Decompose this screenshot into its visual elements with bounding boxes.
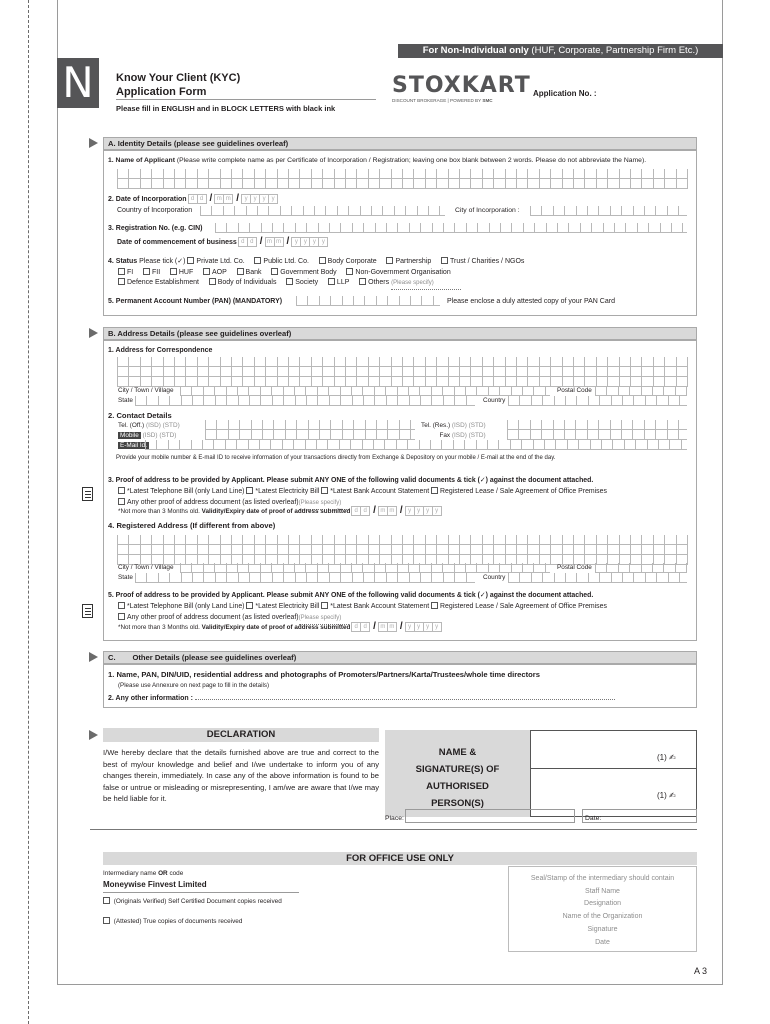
state-label: State	[118, 397, 133, 404]
commencement-date: Date of commencement of business d d / m m / y y y y	[117, 236, 328, 247]
city-field[interactable]	[180, 386, 550, 396]
proof-checkbox[interactable]	[118, 498, 125, 505]
declaration-arrow-icon	[89, 730, 98, 740]
instruction-text: Please fill in ENGLISH and in BLOCK LETTERS with black ink	[116, 104, 336, 113]
section-a-arrow-icon	[89, 138, 98, 148]
originals-verified: (Originals Verified) Self Certified Document copies received	[103, 897, 282, 905]
registered-address-row-2[interactable]	[117, 545, 687, 555]
tel-office-field[interactable]	[205, 420, 415, 430]
intermediary-rule	[103, 892, 299, 893]
declaration-rule	[90, 829, 697, 830]
status-checkbox[interactable]	[143, 268, 150, 275]
validity-day-boxes[interactable]: d d	[352, 622, 370, 632]
application-no-label: Application No. :	[533, 89, 597, 98]
validity-day-boxes[interactable]: d d	[352, 506, 370, 516]
pen-sign-icon: ✍	[669, 753, 676, 762]
proof-checkbox[interactable]	[246, 602, 253, 609]
proof-checkbox[interactable]	[118, 613, 125, 620]
declaration-heading: DECLARATION	[103, 728, 379, 742]
pan-field[interactable]	[296, 296, 440, 306]
attested-copies: (Attested) True copies of documents received	[103, 917, 242, 925]
proof-of-address-2: 5. Proof of address to be provided by Applicant. Please submit ANY ONE of the following valid documents & tick (✓) against the document attached. *Latest Telephone Bill (only Land Line) *Latest Electricity Bill *Latest Bank Account Statement Registered Lease / Sale Agreement of Office Premises Any other proof of address document (as listed overleaf)(Please specify)	[108, 590, 607, 625]
commence-day-boxes[interactable]: d d	[239, 237, 257, 247]
status-checkbox[interactable]	[271, 268, 278, 275]
postal-code-label: Postal Code	[557, 387, 592, 394]
validity-month-boxes[interactable]: m m	[379, 622, 397, 632]
brand-logo: STOXKART DISCOUNT BROKERAGE | POWERED BY SMC	[392, 73, 531, 103]
place-field[interactable]	[405, 809, 575, 823]
seal-stamp-box[interactable]: Seal/Stamp of the intermediary should contain Staff Name Designation Name of the Organization Signature Date	[508, 866, 697, 952]
status-checkbox[interactable]	[346, 268, 353, 275]
validity-row-2: *Not more than 3 Months old. Validity/Expiry date of proof of address submitted d d / m m / y y y y	[118, 621, 442, 632]
country-of-incorporation-field[interactable]	[200, 206, 445, 216]
other-proof-specify[interactable]: (Please specify)	[299, 498, 349, 510]
registration-no-label: 3. Registration No. (e.g. CIN)	[108, 225, 203, 232]
signature-box[interactable]	[530, 730, 697, 817]
proof-checkbox[interactable]	[118, 602, 125, 609]
date-label: Date:	[585, 815, 602, 822]
intermediary-label: Intermediary name OR code	[103, 870, 184, 877]
validity-row-1: *Not more than 3 Months old. Validity/Expiry date of proof of address submitted d d / m m / y y y y	[118, 505, 442, 516]
contact-labels-right: Tel. (Res.) (ISD) (STD) Fax (ISD) (STD)	[421, 422, 486, 439]
signature-divider	[530, 768, 697, 769]
document-attach-icon	[82, 604, 93, 618]
status-checkbox[interactable]	[170, 268, 177, 275]
reg-city-label: City / Town / Village	[118, 564, 174, 571]
commence-month-boxes[interactable]: m m	[266, 237, 284, 247]
status-checkbox[interactable]	[441, 257, 448, 264]
intermediary-name: Moneywise Finvest Limited	[103, 880, 207, 889]
place-label: Place:	[385, 815, 404, 822]
proof-checkbox[interactable]	[431, 602, 438, 609]
tel-residence-field[interactable]	[507, 420, 687, 430]
country-field[interactable]	[508, 396, 687, 406]
proof-checkbox[interactable]	[431, 487, 438, 494]
status-checkbox[interactable]	[209, 278, 216, 285]
section-b-arrow-icon	[89, 328, 98, 338]
signature-slot-1: (1) ✍	[657, 753, 676, 762]
date-field[interactable]	[582, 809, 697, 823]
office-use-heading: FOR OFFICE USE ONLY	[103, 852, 697, 865]
inc-month-boxes[interactable]: m m	[215, 194, 233, 204]
pen-sign-icon: ✍	[669, 791, 676, 800]
cut-line	[28, 0, 29, 1024]
form-letter-badge: N	[57, 58, 99, 108]
correspondence-address-row-1[interactable]	[117, 357, 687, 367]
other-proof-specify[interactable]: (Please specify)	[299, 613, 349, 625]
status-checkbox[interactable]	[286, 278, 293, 285]
commence-year-boxes[interactable]: y y y y	[292, 237, 328, 247]
proof-checkbox[interactable]	[118, 487, 125, 494]
proof-of-address-1: 3. Proof of address to be provided by Applicant. Please submit ANY ONE of the following valid documents & tick (✓) against the document attached. *Latest Telephone Bill (only Land Line) *Latest Electricity Bill *Latest Bank Account Statement Registered Lease / Sale Agreement of Office Premises Any other proof of address document (as listed overleaf)(Please specify)	[108, 475, 607, 510]
country-label: Country	[483, 397, 506, 404]
status-checkbox[interactable]	[359, 278, 366, 285]
annexure-note: (Please use Annexure on next page to fill in the details)	[118, 682, 270, 689]
name-of-applicant-label: 1. Name of Applicant (Please write complete name as per Certificate of Incorporation / Registration; leaving one box blank between 2 words. Please do not abbreviate the Name).	[108, 157, 647, 164]
page-number: A 3	[694, 966, 708, 976]
status-checkbox[interactable]	[118, 278, 125, 285]
originals-verified-checkbox[interactable]	[103, 897, 110, 904]
any-other-info: 2. Any other information :	[108, 695, 615, 702]
inc-year-boxes[interactable]: y y y y	[242, 194, 278, 204]
reg-state-field[interactable]	[135, 573, 475, 583]
reg-state-label: State	[118, 574, 133, 581]
proof-checkbox[interactable]	[321, 602, 328, 609]
mobile-field[interactable]	[205, 430, 415, 440]
status-checkbox[interactable]	[118, 268, 125, 275]
status-options: 4. Status Please tick (✓) Private Ltd. Co. Public Ltd. Co. Body Corporate Partnership Trust / Charities / NGOs FI FII HUF AOP Bank Government Body Non-Government Organisation Defence Establishment Body of Individuals Society LLP Others (Please specify)	[108, 257, 524, 290]
authorised-person-label: NAME & SIGNATURE(S) OF AUTHORISED PERSON(S)	[385, 730, 530, 817]
reg-city-field[interactable]	[180, 563, 550, 573]
title-rule	[116, 99, 376, 100]
section-a-heading: A. Identity Details (please see guidelines overleaf)	[103, 137, 697, 150]
status-checkbox[interactable]	[328, 278, 335, 285]
country-of-incorporation-label: Country of Incorporation	[117, 207, 193, 214]
fax-field[interactable]	[507, 430, 687, 440]
registered-address-row-1[interactable]	[117, 535, 687, 545]
date-of-incorporation: 2. Date of Incorporation d d / m m / y y y y	[108, 193, 278, 204]
state-field[interactable]	[135, 396, 475, 406]
city-of-incorporation-field[interactable]	[530, 206, 687, 216]
proof-checkbox[interactable]	[246, 487, 253, 494]
reg-postal-code-label: Postal Code	[557, 564, 592, 571]
email-field[interactable]	[145, 440, 687, 450]
form-title: Know Your Client (KYC) Application Form	[116, 72, 241, 98]
correspondence-address-row-2[interactable]	[117, 367, 687, 377]
section-c-arrow-icon	[89, 652, 98, 662]
contact-labels-left: Tel. (Off.) (ISD) (STD) Mobile (ISD) (STD) E-Mail Id.	[118, 422, 180, 449]
document-attach-icon	[82, 487, 93, 501]
validity-year-boxes[interactable]: y y y y	[406, 622, 442, 632]
proof-checkbox[interactable]	[321, 487, 328, 494]
status-checkbox[interactable]	[254, 257, 261, 264]
signature-slot-2: (1) ✍	[657, 791, 676, 800]
registration-no-field[interactable]	[215, 223, 687, 233]
declaration-text: I/We hereby declare that the details furnished above are true and correct to the best of my/our knowledge and belief and I/we undertake to inform you of any changes therein, immediately. In case any of the above information is found to be false or untrue or misleading or misrepresenting, I am/we are aware that I/we may be held liable for it.	[103, 748, 379, 803]
contact-details-label: 2. Contact Details	[108, 411, 172, 420]
others-specify-field[interactable]: (Please specify)	[391, 278, 461, 290]
registered-address-label: 4. Registered Address (If different from above)	[108, 521, 276, 530]
pan-note: Please enclose a duly attested copy of your PAN Card	[447, 298, 615, 305]
city-of-incorporation-label: City of Incorporation :	[455, 207, 520, 214]
section-c-heading: C. Other Details (please see guidelines overleaf)	[103, 651, 697, 664]
validity-month-boxes[interactable]: m m	[379, 506, 397, 516]
provide-contact-note: Provide your mobile number & E-mail ID to receive information of your transactions directly from Exchange & Depository on your mobile / E-mail at the end of the day.	[116, 455, 556, 461]
city-label: City / Town / Village	[118, 387, 174, 394]
status-checkbox[interactable]	[319, 257, 326, 264]
reg-postal-code-field[interactable]	[595, 563, 687, 573]
section-b-heading: B. Address Details (please see guidelines overleaf)	[103, 327, 697, 340]
status-checkbox[interactable]	[203, 268, 210, 275]
status-checkbox[interactable]	[237, 268, 244, 275]
inc-day-boxes[interactable]: d d	[189, 194, 207, 204]
pan-label: 5. Permanent Account Number (PAN) (MANDATORY)	[108, 298, 283, 305]
reg-country-field[interactable]	[508, 573, 687, 583]
any-other-info-field[interactable]	[195, 699, 615, 700]
promoters-label: 1. Name, PAN, DIN/UID, residential address and photographs of Promoters/Partners/Karta/Trustees/whole time directors	[108, 670, 540, 679]
reg-country-label: Country	[483, 574, 506, 581]
status-checkbox[interactable]	[187, 257, 194, 264]
address-correspondence-label: 1. Address for Correspondence	[108, 347, 213, 354]
validity-year-boxes[interactable]: y y y y	[406, 506, 442, 516]
attested-copies-checkbox[interactable]	[103, 917, 110, 924]
status-checkbox[interactable]	[386, 257, 393, 264]
form-type-banner: For Non-Individual only (HUF, Corporate, Partnership Firm Etc.)	[398, 44, 723, 58]
applicant-name-row-1[interactable]	[117, 169, 687, 179]
applicant-name-row-2[interactable]	[117, 179, 687, 189]
postal-code-field[interactable]	[595, 386, 687, 396]
